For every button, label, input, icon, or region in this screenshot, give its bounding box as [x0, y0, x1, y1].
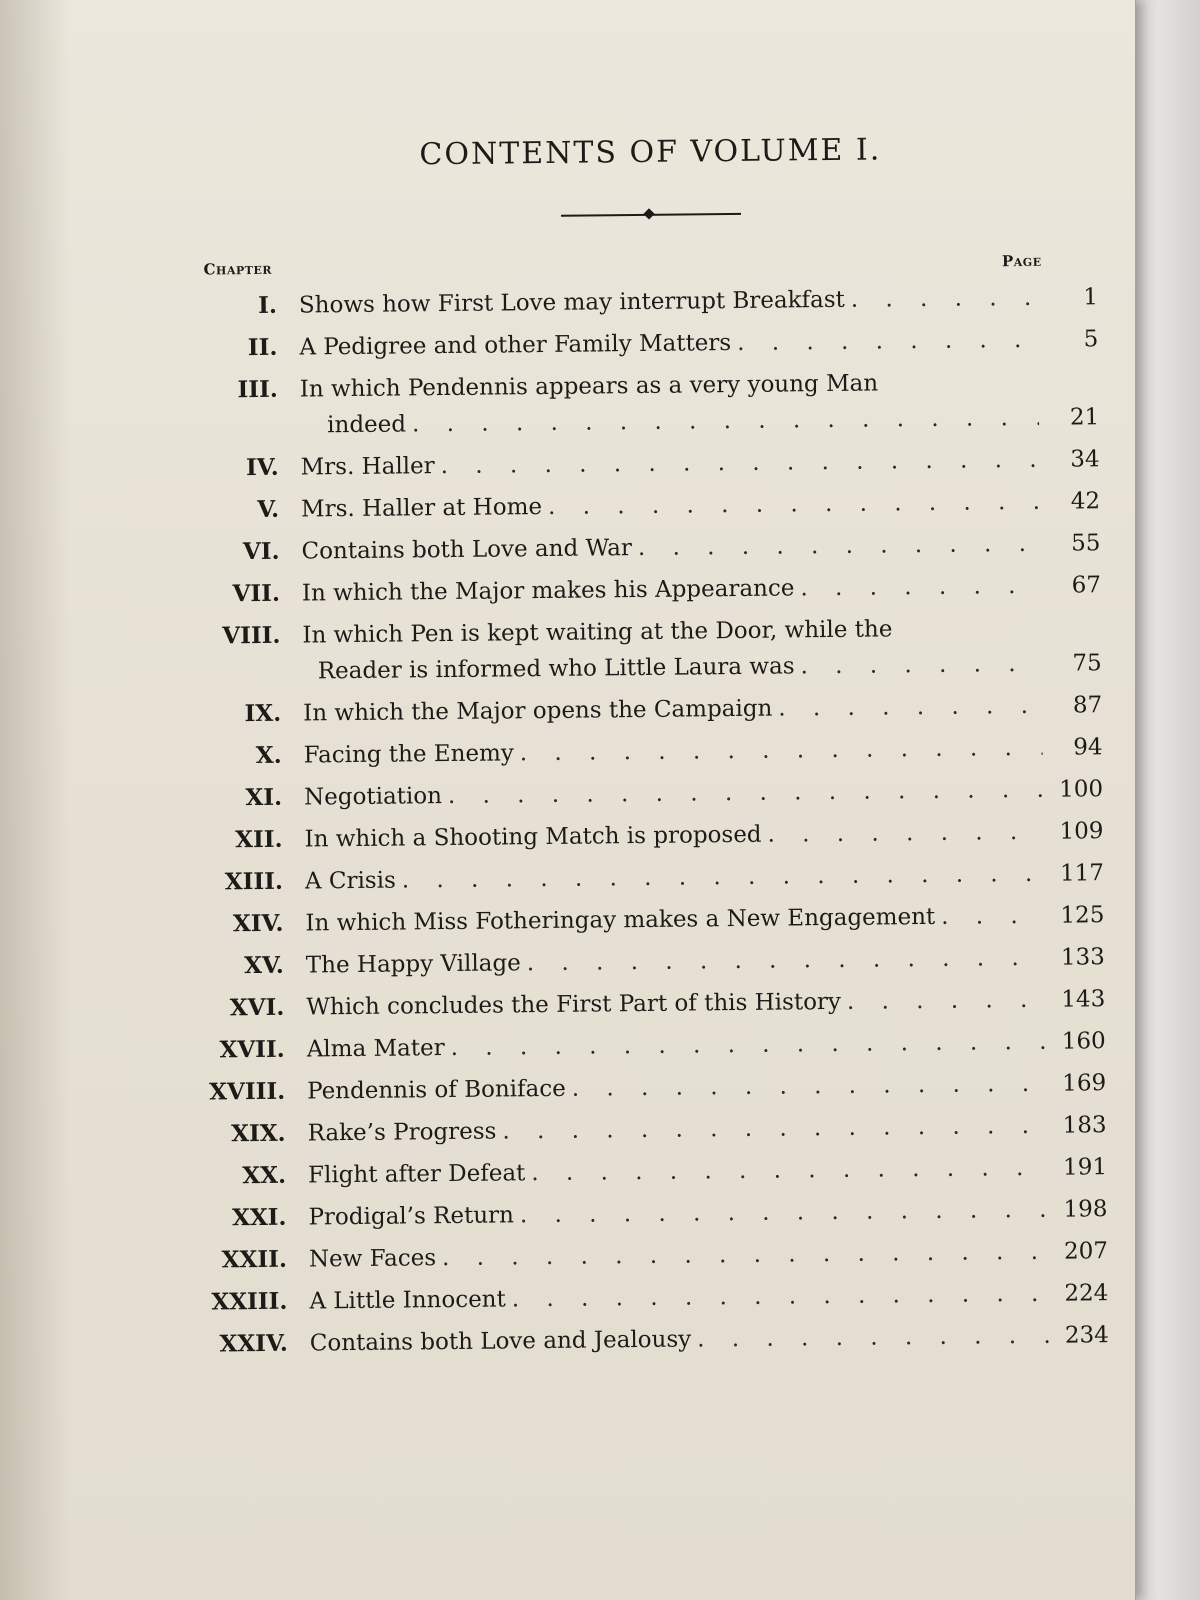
chapter-number: I.	[258, 291, 278, 319]
dot-leader	[448, 772, 1043, 814]
chapter-title: The Happy Village	[305, 950, 521, 979]
dot-leader	[412, 400, 1039, 443]
chapter-number: XIV.	[232, 909, 284, 938]
chapter-title: In which Miss Fotheringay makes a New Engagement	[305, 903, 936, 937]
chapter-number: VII.	[232, 579, 281, 608]
ornamental-rule	[561, 213, 741, 217]
chapter-number: XVII.	[219, 1035, 285, 1064]
page-column-label: Page	[1001, 251, 1042, 271]
chapter-number: XII.	[235, 825, 283, 854]
page-number: 109	[1059, 818, 1104, 845]
chapter-title: Shows how First Love may interrupt Breakfast	[298, 286, 845, 319]
chapter-number: XI.	[245, 783, 283, 812]
chapter-title: In which the Major makes his Appearance	[301, 575, 795, 607]
dot-leader	[638, 526, 1041, 566]
chapter-title: In which Pen is kept waiting at the Door, while the	[302, 616, 893, 649]
page-number: 100	[1059, 776, 1104, 803]
chapter-title: Flight after Defeat	[307, 1160, 526, 1189]
chapter-number: XVIII.	[209, 1077, 286, 1106]
chapter-title: New Faces	[308, 1245, 437, 1273]
page-number: 143	[1061, 986, 1106, 1013]
chapter-number: XXIV.	[219, 1329, 288, 1358]
chapter-title: In which the Major opens the Campaign	[303, 695, 773, 727]
chapter-title-continued: indeed	[327, 411, 407, 439]
chapter-title: A Crisis	[304, 867, 396, 895]
dot-leader	[402, 856, 1044, 899]
chapter-number: IX.	[244, 699, 282, 728]
page-number: 5	[1083, 326, 1099, 353]
page-number: 198	[1063, 1196, 1108, 1223]
page-number: 191	[1062, 1154, 1108, 1181]
chapter-number: VIII.	[222, 621, 281, 650]
chapter-title: A Pedigree and other Family Matters	[299, 330, 732, 361]
chapter-number: XVI.	[229, 993, 285, 1022]
dot-leader	[512, 1276, 1049, 1318]
page-number: 87	[1072, 692, 1103, 719]
page-number: 133	[1060, 944, 1105, 971]
chapter-number: XIII.	[224, 867, 284, 896]
chapter-title: Mrs. Haller	[300, 453, 435, 481]
chapter-title: Alma Mater	[306, 1035, 445, 1063]
dot-leader	[767, 814, 1043, 853]
tabletop-background	[1130, 0, 1200, 1600]
chapter-number: V.	[257, 495, 280, 524]
table-of-contents	[162, 273, 1113, 1363]
dot-leader	[941, 898, 1045, 935]
page-number: 1	[1083, 284, 1099, 311]
chapter-number: III.	[237, 375, 278, 404]
page-number: 67	[1071, 572, 1102, 599]
chapter-number: XV.	[244, 951, 284, 980]
chapter-number: IV.	[245, 453, 279, 482]
page-number: 125	[1060, 902, 1105, 929]
dot-leader	[851, 280, 1038, 318]
page-number: 160	[1061, 1028, 1106, 1055]
chapter-title: A Little Innocent	[309, 1286, 506, 1315]
dot-leader	[800, 646, 1042, 685]
chapter-title: Negotiation	[303, 783, 443, 811]
page-number: 169	[1062, 1070, 1107, 1097]
dot-leader	[450, 1024, 1045, 1066]
chapter-title: Mrs. Haller at Home	[300, 494, 543, 523]
chapter-number: XX.	[242, 1161, 287, 1190]
page-number: 117	[1059, 860, 1105, 887]
chapter-title: Prodigal’s Return	[308, 1202, 515, 1231]
dot-leader	[847, 982, 1046, 1020]
chapter-title-wrap	[318, 646, 1042, 690]
chapter-title: In which a Shooting Match is proposed	[304, 821, 762, 853]
dot-leader	[572, 1066, 1047, 1107]
dot-leader	[737, 322, 1039, 361]
page-number: 207	[1063, 1238, 1109, 1265]
dot-leader	[442, 1234, 1048, 1276]
chapter-title: Pendennis of Boniface	[307, 1075, 566, 1105]
chapter-title-wrap	[327, 400, 1039, 443]
page-number: 21	[1069, 404, 1100, 431]
dot-leader	[502, 1108, 1047, 1150]
page-number: 42	[1070, 488, 1101, 515]
page-title: CONTENTS OF VOLUME I.	[419, 132, 882, 173]
dot-leader	[520, 1192, 1048, 1234]
contents-block	[160, 110, 1113, 1363]
chapter-number: XXIII.	[211, 1287, 288, 1316]
page-number: 55	[1071, 530, 1101, 557]
dot-leader	[520, 730, 1043, 771]
chapter-title-continued: Reader is informed who Little Laura was	[317, 653, 795, 685]
dot-leader	[527, 940, 1045, 981]
dot-leader	[531, 1150, 1047, 1191]
chapter-number: XXI.	[231, 1203, 287, 1232]
dot-leader	[548, 484, 1040, 525]
chapter-column-label: Chapter	[203, 259, 273, 279]
chapter-title: Contains both Love and Jealousy	[309, 1326, 692, 1357]
page-number: 34	[1070, 446, 1100, 473]
page-number: 224	[1064, 1280, 1109, 1307]
chapter-number: XXII.	[221, 1245, 288, 1274]
chapter-number: VI.	[242, 537, 280, 566]
chapter-number: II.	[247, 333, 278, 362]
chapter-title: Which concludes the First Part of this History	[306, 988, 842, 1021]
dot-leader	[800, 568, 1041, 607]
page-number: 183	[1062, 1112, 1107, 1139]
page-number: 234	[1064, 1322, 1109, 1349]
chapter-title: Rake’s Progress	[307, 1118, 497, 1147]
dot-leader	[778, 688, 1042, 727]
dot-leader	[697, 1318, 1049, 1358]
chapter-title: In which Pendennis appears as a very young Man	[299, 370, 879, 403]
chapter-number: XIX.	[231, 1119, 286, 1148]
page-number: 94	[1073, 734, 1103, 761]
chapter-title-wrap	[310, 1318, 1049, 1362]
gutter-shadow	[0, 0, 70, 1600]
chapter-number: X.	[255, 741, 282, 770]
chapter-title: Contains both Love and War	[301, 535, 633, 565]
page-number: 75	[1072, 650, 1102, 677]
chapter-title: Facing the Enemy	[303, 740, 514, 769]
dot-leader	[441, 442, 1040, 484]
